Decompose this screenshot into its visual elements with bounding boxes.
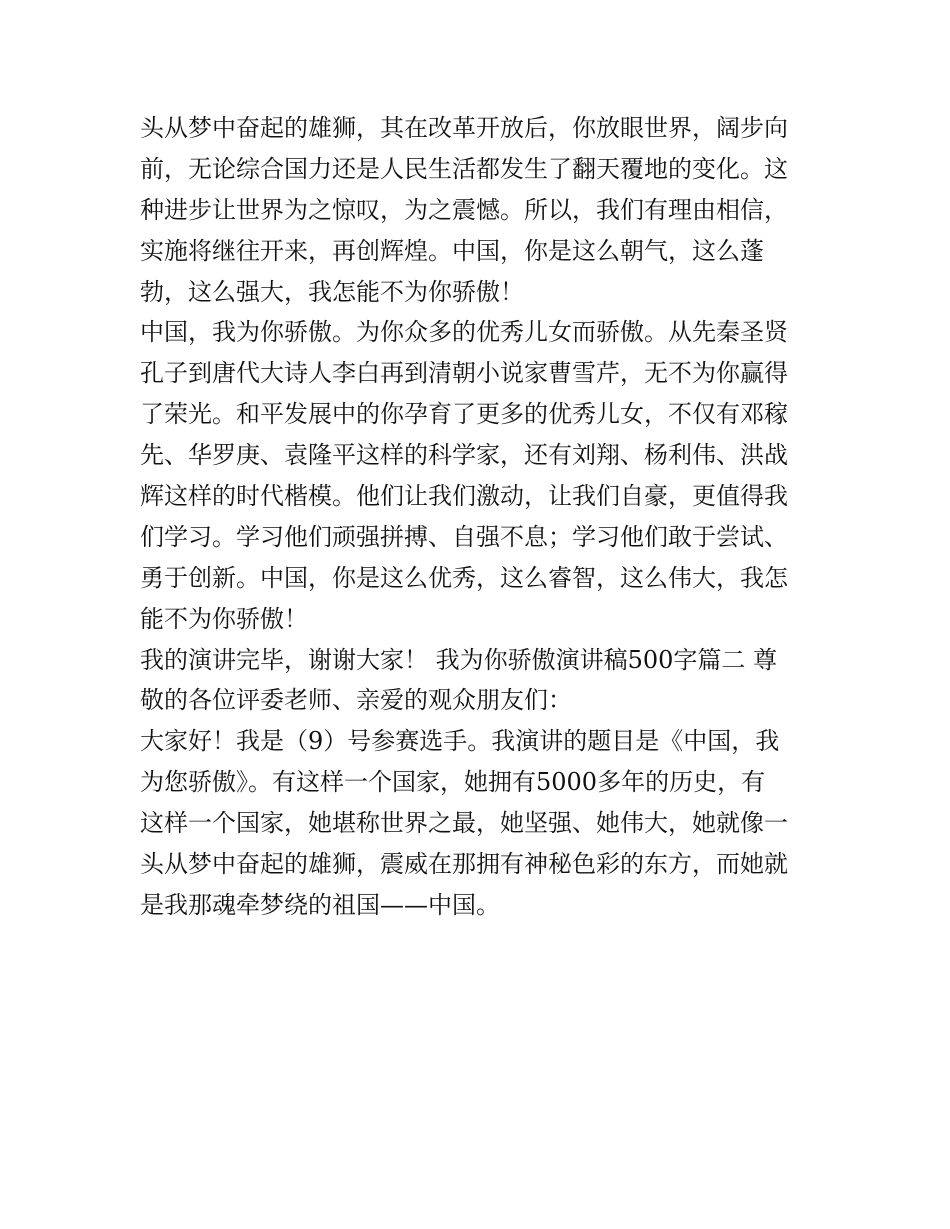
text-line: 头从梦中奋起的雄狮，震威在那拥有神秘色彩的东方，而她就 bbox=[140, 850, 788, 879]
text-line: 了荣光。和平发展中的你孕育了更多的优秀儿女，不仅有邓稼 bbox=[140, 400, 788, 429]
text-line: 是我那魂牵梦绕的祖国——中国。 bbox=[140, 890, 500, 919]
text-line: 大家好！我是（9）号参赛选手。我演讲的题目是《中国，我 bbox=[140, 727, 780, 756]
speech-text-body bbox=[140, 108, 820, 926]
text-line: 勇于创新。中国，你是这么优秀，这么睿智，这么伟大，我怎 bbox=[140, 563, 788, 592]
text-line: 实施将继往开来，再创辉煌。中国，你是这么朝气，这么蓬 bbox=[140, 236, 764, 265]
text-line: 种进步让世界为之惊叹，为之震憾。所以，我们有理由相信， bbox=[140, 195, 788, 224]
text-line: 为您骄傲》。有这样一个国家，她拥有5000多年的历史，有 bbox=[140, 768, 766, 797]
text-line: 辉这样的时代楷模。他们让我们激动，让我们自豪，更值得我 bbox=[140, 482, 788, 511]
text-line: 头从梦中奋起的雄狮，其在改革开放后，你放眼世界，阔步向 bbox=[140, 114, 788, 142]
text-line: 孔子到唐代大诗人李白再到清朝小说家曹雪芹，无不为你赢得 bbox=[140, 359, 788, 388]
text-line: 们学习。学习他们顽强拼搏、自强不息；学习他们敢于尝试、 bbox=[140, 522, 788, 551]
text-line: 这样一个国家，她堪称世界之最，她坚强、她伟大，她就像一 bbox=[140, 809, 788, 838]
text-line: 中国，我为你骄傲。为你众多的优秀儿女而骄傲。从先秦圣贤 bbox=[140, 318, 788, 347]
text-line: 前，无论综合国力还是人民生活都发生了翻天覆地的变化。这 bbox=[140, 154, 788, 183]
text-line: 能不为你骄傲！ bbox=[140, 604, 308, 633]
text-line: 先、华罗庚、袁隆平这样的科学家，还有刘翔、杨利伟、洪战 bbox=[140, 441, 788, 470]
text-line: 我的演讲完毕，谢谢大家！ 我为你骄傲演讲稿500字篇二 尊 bbox=[140, 645, 778, 674]
text-line: 敬的各位评委老师、亲爱的观众朋友们： bbox=[140, 686, 572, 715]
text-line: 勃，这么强大，我怎能不为你骄傲！ bbox=[140, 277, 524, 306]
